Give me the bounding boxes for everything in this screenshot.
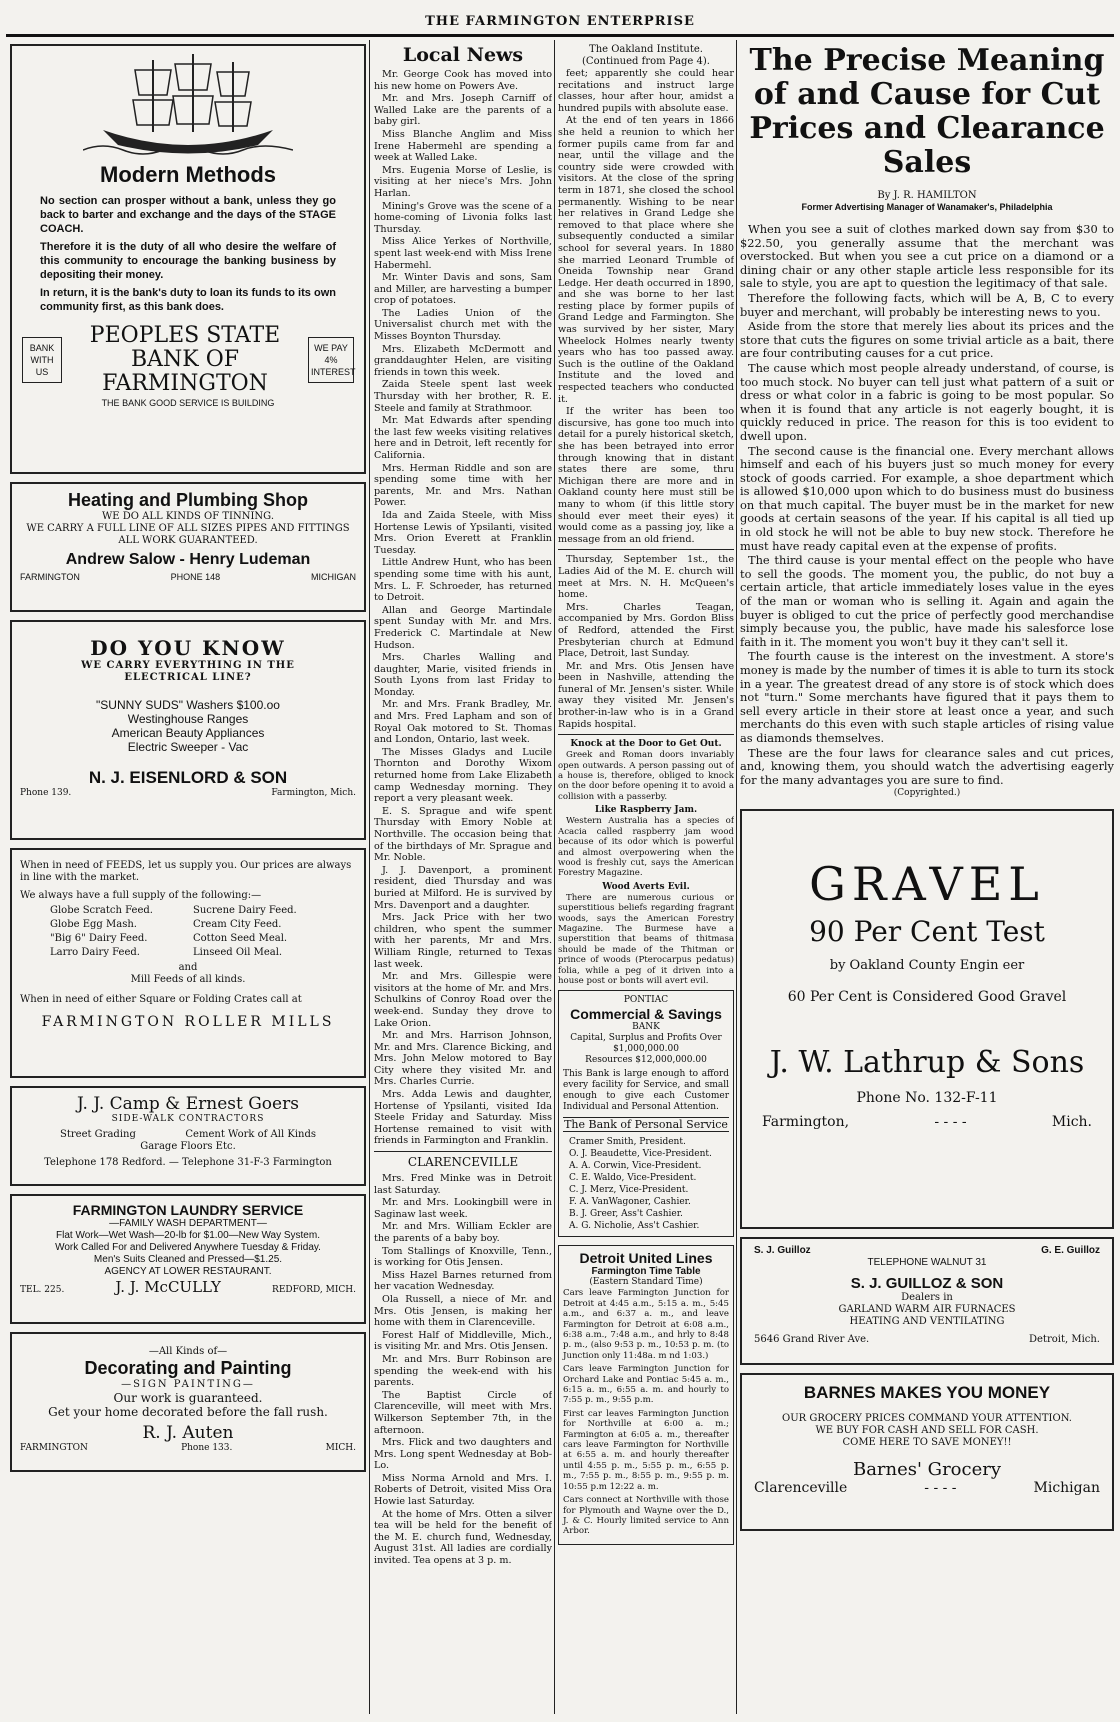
- laundry-town: REDFORD, MICH.: [272, 1285, 356, 1295]
- laundry-tel: TEL. 225.: [20, 1285, 65, 1295]
- timetable-pontiac: Cars leave Farmington Junction for Orchard Lake and Pontiac 5:45 a. m., 6:15 a. m., 6:55 a. m. and hourly to 7:55 p. m., 9:55 p.m.: [563, 1364, 729, 1406]
- news-item: Mr. and Mrs. Joseph Carniff of Walled Lake are the parents of a baby girl.: [374, 93, 552, 128]
- section-rule: [558, 734, 734, 735]
- guilloz-right: G. E. Guilloz: [1041, 1245, 1100, 1257]
- gravel-line-1: 90 Per Cent Test: [809, 915, 1045, 949]
- raspberry-text: Western Australia has a species of Acacia called raspberry jam wood because of its odor which is powerful and almost overpowering when the wood is freshly cut, says the American Forestry Magazine.: [558, 816, 734, 879]
- news-item: Ola Russell, a niece of Mr. and Mrs. Otis Jensen, is making her home with them in Clarenceville.: [374, 1293, 552, 1329]
- news-item: Mrs. Herman Riddle and son are spending some time with her parents, Mr. and Mrs. Nathan Power.: [374, 462, 552, 509]
- laundry-contact-row: [20, 1278, 356, 1296]
- barnes-state: Michigan: [1033, 1480, 1100, 1497]
- plumbing-names: Andrew Salow - Henry Ludeman: [65, 551, 311, 568]
- gravel-heading: GRAVEL: [809, 857, 1045, 912]
- article-paragraph: The second cause is the financial one. Every merchant allows himself and each of his buyers just so much money for every stock of goods carried. For example, a shoe department which is allowed $10,000 upon which to do business must do business on that much capital. The buyer must be in the market for new goods at certain seasons of the year. If his capital is all tied up in old stock he will not be able to buy new stock. Therefore he must have ready capital even at the expense of profits.: [740, 443, 1114, 553]
- news-item: Little Andrew Hunt, who has been spending some time with his aunt, Mrs. L. F. Schroeder, has returned to Detroit.: [374, 557, 552, 604]
- electric-line-1: WE CARRY EVERYTHING IN THE ELECTRICAL LINE?: [81, 660, 295, 683]
- camp-telephones: Telephone 178 Redford. — Telephone 31-F-3 Farmington: [44, 1157, 332, 1168]
- gravel-ad: [740, 809, 1114, 1229]
- pontiac-line-4: Resources $12,000,000.00: [585, 1055, 707, 1066]
- laundry-ad: [10, 1194, 366, 1324]
- bank-name-line2: BANK OF: [130, 347, 240, 372]
- article-byline-2: Former Advertising Manager of Wanamaker's, Philadelphia: [801, 202, 1053, 212]
- feeds-crates: When in need of either Square or Folding Crates call at: [20, 994, 302, 1005]
- lathrup-dashes: - - - -: [934, 1114, 967, 1131]
- article-byline: By J. R. HAMILTON: [877, 190, 977, 201]
- painting-phone: Phone 133.: [181, 1443, 233, 1453]
- article-paragraph: The third cause is your mental effect on the people who have to sell the goods. The moment you, the public, do not buy a certain article, that article immediately loses value in the eyes of the man or woman who is selling it. Again and again the buyer is obliged to cut the price of perfectly good merchandise simply because you, the public, have made his salesforce lose faith in it. The moment you won't buy it they can't sell it.: [740, 553, 1114, 649]
- feed-item: Linseed Oil Meal.: [193, 947, 283, 958]
- knock-text: Greek and Roman doors invariably open outwards. A person passing out of a house is, therefore, obliged to knock on the door before opening it to avoid a collision with a passerby.: [558, 750, 734, 802]
- ship-illustration: [83, 50, 293, 160]
- local-news-heading: Local News: [402, 44, 524, 66]
- news-item: E. S. Sprague and wife spent Thursday with Emory Noble at Northville. The occasion being that of the birthdays of Mr. Sprague and Mr. Noble.: [374, 805, 552, 864]
- news-item: Mr. and Mrs. Gillespie were visitors at the home of Mr. and Mrs. Schulkins of Conroy Road over the week-end. Sunday they drove to Lake Orion.: [374, 971, 552, 1029]
- feed-item: "Big 6" Dairy Feed.: [50, 933, 148, 944]
- news-item: The Ladies Union of the Universalist church met with the Misses Boynton Thursday.: [374, 307, 552, 343]
- pontiac-heading: Commercial & Savings: [570, 1006, 722, 1023]
- news-item: Ida and Zaida Steele, with Miss Hortense Lewis of Ypsilanti, visited Mrs. Orion Everett at Franklin Tuesday.: [374, 509, 552, 556]
- wood-text: There are numerous curious or superstitious beliefs regarding fragrant woods, says the American Forestry Magazine. The Burmese have a superstition that beams of thitmasa should be made of the Thitman or prince of woods (Pterocarpus pedatus) folia, while a peg of it driven into a house post or bonts will avert evil.: [558, 892, 734, 986]
- institute-heading: The Oakland Institute.: [589, 44, 703, 55]
- feed-item: Globe Scratch Feed.: [50, 905, 153, 916]
- electric-contact-row: [20, 788, 356, 799]
- newspaper-title: THE FARMINGTON ENTERPRISE: [425, 14, 695, 29]
- news-item: Mrs. Elizabeth McDermott and granddaughter Helen, are visiting friends in town this week.: [374, 343, 552, 378]
- news-item: Mrs. Adda Lewis and daughter, Hortense of Ypsilanti, visited Ida Steele Friday and Saturday. Miss Hortense remained to visit with friends in Farmington and Franklin.: [374, 1089, 552, 1147]
- guilloz-name: S. J. GUILLOZ & SON: [850, 1275, 1004, 1293]
- electric-heading: DO YOU KNOW: [90, 636, 286, 660]
- bank-ad-heading: Modern Methods: [100, 162, 276, 187]
- guilloz-city: Detroit, Mich.: [1029, 1334, 1100, 1346]
- barnes-town: Clarenceville: [754, 1480, 848, 1497]
- guilloz-line-1: Dealers in: [901, 1292, 953, 1304]
- camp-heading: J. J. Camp & Ernest Goers: [77, 1094, 299, 1114]
- pontiac-line-1: PONTIAC: [623, 995, 669, 1006]
- camp-work-1: Street Grading: [60, 1129, 136, 1140]
- bank-name-line1: PEOPLES STATE: [89, 323, 281, 348]
- laundry-line-3: Men's Suits Cleaned and Pressed—$1.25.: [93, 1254, 283, 1265]
- barnes-heading: BARNES MAKES YOU MONEY: [803, 1383, 1051, 1403]
- interest-badge: WE PAY 4% INTEREST: [308, 337, 354, 383]
- barnes-ad: [740, 1373, 1114, 1531]
- guilloz-ad: [740, 1237, 1114, 1365]
- news-item: Mrs. Charles Walling and daughter, Marie, visited friends in South Lyons from last Friday to Monday.: [374, 652, 552, 698]
- guilloz-line-3: HEATING AND VENTILATING: [849, 1316, 1005, 1328]
- bank-name-block: [22, 324, 354, 396]
- lathrup-phone: Phone No. 132-F-11: [856, 1090, 998, 1107]
- painting-line-3: Our work is guaranteed.: [113, 1391, 263, 1405]
- news-item: Miss Blanche Anglim and Miss Irene Habermehl are spending a week at Walled Lake.: [374, 128, 552, 164]
- article-paragraph: These are the four laws for clearance sales and cut prices, and, knowing them, you should watch the advertising eagerly for the many advantages you are sure to find.: [740, 745, 1114, 787]
- plumbing-ad: [10, 482, 366, 612]
- barnes-name: Barnes' Grocery: [852, 1459, 1002, 1481]
- institute-body: [558, 68, 734, 545]
- feeds-list: [20, 902, 356, 962]
- pontiac-bank-ad: [558, 990, 734, 1237]
- plumbing-line-2: WE CARRY A FULL LINE OF ALL SIZES PIPES AND FITTINGS: [26, 523, 350, 534]
- camp-sub: SIDE-WALK CONTRACTORS: [111, 1114, 265, 1124]
- news-item: Mrs. Jack Price with her two children, who spent the summer with her parents, Mr and Mrs. William Ringle, returned to Texas last week.: [374, 912, 552, 970]
- news-item: Miss Hazel Barnes returned from her vacation Wednesday.: [374, 1269, 552, 1293]
- bank-officer: C. E. Waldo, Vice-President.: [569, 1173, 697, 1184]
- news-item: Mrs. Flick and two daughters and Mrs. Long spent Wednesday at Bob-Lo.: [374, 1437, 552, 1472]
- news-item: Thursday, September 1st., the Ladies Aid of the M. E. church will meet at Mrs. N. H. McQueen's home.: [558, 554, 734, 601]
- news-item: Mr. and Mrs. William Eckler are the parents of a baby boy.: [374, 1221, 552, 1244]
- painting-town: FARMINGTON: [20, 1443, 88, 1453]
- gravel-line-2: by Oakland County Engin eer: [829, 958, 1025, 974]
- clarenceville-heading: CLARENCEVILLE: [374, 1151, 552, 1169]
- laundry-heading: FARMINGTON LAUNDRY SERVICE: [72, 1202, 304, 1218]
- section-rule: [558, 549, 734, 550]
- bank-officer: C. J. Merz, Vice-President.: [569, 1185, 689, 1196]
- barnes-dashes: - - - -: [924, 1480, 957, 1497]
- painting-ad: [10, 1332, 366, 1472]
- electric-name: N. J. EISENLORD & SON: [88, 768, 288, 787]
- feeds-line-2: We always have a full supply of the following:—: [20, 890, 262, 901]
- feeds-and: and: [178, 962, 198, 973]
- news-item: Mr. and Mrs. Lookingbill were in Saginaw last week.: [374, 1197, 552, 1220]
- guilloz-address: 5646 Grand River Ave.: [754, 1334, 870, 1346]
- plumbing-line-1: WE DO ALL KINDS OF TINNING.: [102, 511, 274, 522]
- bank-ad-text-2: Therefore it is the duty of all who desire the welfare of this community to encourage the banking business by depositing their money.: [40, 241, 336, 281]
- electric-line-3: Westinghouse Ranges: [127, 712, 249, 726]
- laundry-sub: —FAMILY WASH DEPARTMENT—: [109, 1218, 267, 1229]
- article-paragraph: The fourth cause is the interest on the investment. A store's money is made by the number of times it is able to turn its stock in a year. The greatest dread of any store is of stock which does not "turn." Some merchants have figured that it pays them to sell every article in their store at least once a year, and such merchants do this even with such staple articles of rising value as diamonds themselves.: [740, 649, 1114, 745]
- news-item: Miss Alice Yerkes of Northville, spent last week-end with Miss Irene Habermehl.: [374, 236, 552, 271]
- news-item: Mr. and Mrs. Frank Bradley, Mr. and Mrs. Fred Lapham and son of Royal Oak motored to St. Thomas and London, Ontario, last week.: [374, 699, 552, 746]
- bank-officer: B. J. Greer, Ass't Cashier.: [569, 1209, 683, 1220]
- plumbing-phone: PHONE 148: [170, 572, 221, 582]
- painting-name: R. J. Auten: [142, 1423, 234, 1443]
- feeds-ad: [10, 848, 366, 1078]
- plumbing-state: MICHIGAN: [311, 572, 356, 582]
- detroit-sub-2: (Eastern Standard Time): [589, 1277, 703, 1288]
- news-item: Mr. Winter Davis and sons, Sam and Miller, are harvesting a bumper crop of potatoes.: [374, 272, 552, 307]
- electric-line-2: "SUNNY SUDS" Washers $100.oo: [96, 698, 280, 712]
- knock-heading: Knock at the Door to Get Out.: [570, 739, 722, 750]
- painting-heading: Decorating and Painting: [84, 1358, 292, 1378]
- timetable-northville: First car leaves Farmington Junction for Northville at 6:00 a. m.; Farmington at 6:05 a. m., thereafter cars leave Farmington for Northville at 6:55 a. m. and hourly thereafter until 4:55 p. m., 5:55 p. m., 6:55 p. m., 7:55 p. m., 8:55 p. m., 9:55 p. m. 10:55 p.m 12:22 a. m.: [563, 1408, 729, 1492]
- bank-with-us-badge: BANK WITH US: [22, 337, 62, 383]
- column-oakland-institute: [558, 44, 734, 1714]
- bank-officer: O. J. Beaudette, Vice-President.: [569, 1149, 712, 1160]
- wood-heading: Wood Averts Evil.: [602, 881, 690, 892]
- masthead-rule: [6, 34, 1114, 37]
- painting-line-1: —All Kinds of—: [148, 1346, 228, 1357]
- community-notes: [558, 554, 734, 730]
- bank-ad-text-3: In return, it is the bank's duty to loan its funds to its own community first, as this bank does.: [40, 287, 336, 313]
- camp-work-3: Garage Floors Etc.: [140, 1141, 236, 1152]
- painting-contact-row: [20, 1443, 356, 1454]
- guilloz-names-row: [754, 1245, 1100, 1257]
- news-item: Allan and George Martindale spent Sunday with Mr. and Mrs. Frederick C. Martindale at New Hudson.: [374, 604, 552, 651]
- news-item: Mr. and Mrs. Burr Robinson are spending the week-end with his parents.: [374, 1353, 552, 1389]
- plumbing-heading: Heating and Plumbing Shop: [68, 490, 308, 510]
- news-item: Mining's Grove was the scene of a home-coming of Livonia folks last Thursday.: [374, 200, 552, 235]
- laundry-line-2: Work Called For and Delivered Anywhere Tuesday & Friday.: [55, 1242, 321, 1253]
- feeds-mill-name: FARMINGTON ROLLER MILLS: [41, 1014, 335, 1030]
- timetable-detroit: Cars leave Farmington Junction for Detroit at 4:45 a.m., 5:15 a. m., 5:45 a.m., and 6:37 a. m., and leave Farmington for Detroit at 6:08 a.m., 6:38 a.m., 7:48 a.m., and hrly to 8:48 p. m., (also 9:53 p. m., 10:53 p. m. (to Junction only 11:48a. m nd 1:03.): [563, 1288, 729, 1361]
- news-item: Forest Half of Middleville, Mich., is visiting Mr. and Mrs. Otis Jensen.: [374, 1329, 552, 1353]
- feed-item: Globe Egg Mash.: [50, 919, 137, 930]
- article-paragraph: Aside from the store that merely lies about its prices and the store that cuts the figures on some trivial article as a bait, there are four contributing causes for a cut price.: [740, 319, 1114, 361]
- barnes-line-3: COME HERE TO SAVE MONEY!!: [842, 1437, 1012, 1449]
- plumbing-line-3: ALL WORK GUARANTEED.: [118, 535, 258, 546]
- article-heading: The Precise Meaning of and Cause for Cut Prices and Clearance Sales: [749, 44, 1105, 180]
- news-item: Mr. and Mrs. Harrison Johnson, Mr. and Mrs. Clarence Bicking, and Mrs. John Melow motored to Bay City where they visited Mr. and Mrs. Charles Currie.: [374, 1030, 552, 1088]
- pontiac-line-3: Capital, Surplus and Profits Over $1,000,000.00: [570, 1033, 722, 1055]
- timetable-connections: Cars connect at Northville with those for Plymouth and Wayne over the D., J. & C. Hourly limited service to Ann Arbor.: [563, 1495, 729, 1537]
- local-news-body: [374, 69, 552, 1147]
- painting-line-4: Get your home decorated before the fall rush.: [48, 1405, 328, 1419]
- news-item: The Baptist Circle of Clarenceville, will meet with Mrs. Wilkerson September 7th, in the afternoon.: [374, 1389, 552, 1436]
- article-body: [740, 223, 1114, 787]
- electric-town: Farmington, Mich.: [271, 788, 356, 798]
- bank-officer: F. A. VanWagoner, Cashier.: [569, 1197, 691, 1208]
- camp-ad: [10, 1086, 366, 1186]
- painting-state: MICH.: [325, 1443, 356, 1453]
- bank-name-line3: FARMINGTON: [102, 371, 268, 396]
- institute-continued: (Continued from Page 4).: [582, 56, 710, 67]
- feed-item: Cream City Feed.: [193, 919, 282, 930]
- column-ads-left: [10, 44, 366, 1714]
- detroit-sub: Farmington Time Table: [591, 1266, 701, 1278]
- masthead: [0, 0, 1120, 40]
- pontiac-line-2: BANK: [632, 1022, 660, 1033]
- bank-officer: A. A. Corwin, Vice-President.: [569, 1161, 702, 1172]
- electric-phone: Phone 139.: [20, 788, 72, 798]
- feed-item: Larro Dairy Feed.: [50, 947, 140, 958]
- article-paragraph: The cause which most people already understand, of course, is too much stock. No buyer can tell just what pattern of a suit or dress or what color in a fabric is going to be most popular. So when it is found that any article is not eagerly bought, it is quickly reduced in price. The reason for this is too evident to dwell upon.: [740, 360, 1114, 443]
- feeds-mill: Mill Feeds of all kinds.: [130, 974, 246, 985]
- bank-ad: [10, 44, 366, 474]
- article-copyright: (Copyrighted.): [893, 788, 961, 799]
- plumbing-contact-row: [20, 572, 356, 583]
- bank-footer: THE BANK GOOD SERVICE IS BUILDING: [101, 398, 275, 408]
- pontiac-heading-2: The Bank of Personal Service: [564, 1118, 728, 1132]
- camp-work-row: [20, 1129, 356, 1141]
- barnes-address-row: [754, 1480, 1100, 1496]
- feed-item: Cotton Seed Meal.: [193, 933, 288, 944]
- detroit-lines-ad: [558, 1245, 734, 1544]
- news-item: The Misses Gladys and Lucile Thornton and Dorothy Wixom returned home from Lake Elizabeth camp Wednesday morning. They report a very pleasant week.: [374, 746, 552, 805]
- guilloz-telephone: TELEPHONE WALNUT 31: [867, 1257, 987, 1269]
- news-item: Zaida Steele spent last week Thursday with her brother, R. E. Steele and family at Strathmoor.: [374, 379, 552, 414]
- raspberry-heading: Like Raspberry Jam.: [594, 805, 698, 816]
- barnes-line-2: WE BUY FOR CASH AND SELL FOR CASH.: [815, 1425, 1039, 1437]
- news-item: At the home of Mrs. Otten a silver tea will be held for the benefit of the M. E. church fund, Wednesday, August 31st. All ladies are cordially invited. Tea opens at 3 p. m.: [374, 1508, 552, 1567]
- column-article-right: [740, 44, 1114, 1714]
- news-item: Mrs. Charles Teagan, accompanied by Mrs. Gordon Bliss of Redford, attended the First Presbyterian church at Edmund Place, Detroit, last Sunday.: [558, 601, 734, 660]
- bank-officer: A. G. Nicholie, Ass't Cashier.: [569, 1221, 700, 1232]
- news-item: Mr. George Cook has moved into his new home on Powers Ave.: [374, 69, 552, 92]
- institute-paragraph: If the writer has been too discursive, has gone too much into detail for a purely historical sketch, she has been betrayed into error through knowing that in distant states there are some, thru Michigan there are more and in Oakland county here must still be many to whom (if this little story should ever meet their eyes) it would come as a passing joy, like a message from an old friend.: [558, 406, 734, 545]
- lathrup-address-row: [762, 1114, 1092, 1130]
- lathrup-state: Mich.: [1051, 1114, 1092, 1131]
- feeds-line-1: When in need of FEEDS, let us supply you. Our prices are always in line with the market.: [20, 860, 352, 883]
- bank-officer: Cramer Smith, President.: [569, 1137, 686, 1148]
- barnes-line-1: OUR GROCERY PRICES COMMAND YOUR ATTENTION.: [782, 1413, 1072, 1425]
- plumbing-town: FARMINGTON: [20, 572, 80, 582]
- news-item: Miss Norma Arnold and Mrs. I. Roberts of Detroit, visited Miss Ora Howie last Saturday.: [374, 1472, 552, 1508]
- guilloz-left: S. J. Guilloz: [754, 1245, 811, 1257]
- article-paragraph: Therefore the following facts, which will be A, B, C to every buyer and merchant, will probably be interesting news to you.: [740, 290, 1114, 319]
- gravel-line-3: 60 Per Cent is Considered Good Gravel: [787, 989, 1067, 1006]
- lathrup-town: Farmington,: [762, 1114, 850, 1131]
- column-rule: [369, 40, 370, 1714]
- news-item: Tom Stallings of Knoxville, Tenn., is working for Otis Jensen.: [374, 1245, 552, 1269]
- news-item: Mrs. Fred Minke was in Detroit last Saturday.: [374, 1173, 552, 1196]
- electric-line-4: American Beauty Appliances: [111, 726, 265, 740]
- guilloz-line-2: GARLAND WARM AIR FURNACES: [838, 1304, 1016, 1316]
- news-item: J. J. Davenport, a prominent resident, died Thursday and was buried at Milford. He is survived by Mrs. Davenport and a daughter.: [374, 864, 552, 911]
- guilloz-address-row: [754, 1334, 1100, 1346]
- laundry-line-4: AGENCY AT LOWER RESTAURANT.: [104, 1266, 272, 1277]
- pontiac-officers: [563, 1136, 729, 1232]
- electric-line-5: Electric Sweeper - Vac: [127, 740, 249, 754]
- painting-line-2: —SIGN PAINTING—: [121, 1379, 255, 1390]
- column-local-news: [374, 44, 552, 1714]
- institute-paragraph: At the end of ten years in 1866 she held a reunion to which her former pupils came from far and near, until the village and the country side were crowded with visitors. At the close of the spring term in 1871, she closed the school permanently. Wishing to be near her relatives in Grand Ledge she removed to that place where she subsequently conducted a similar school for several years. In 1880 she married Leonard Trumble of Oneida Township near Grand Ledge. Her death occurred in 1890, and she was borne to her last resting place by former pupils of Grand Ledge and Farmington. She was survived by her sister, Mary Wheelock Holmes nearly twenty years who has too passed away. Such is the outline of the Oakland Institute and the loved and respected teachers who conducted it.: [558, 115, 734, 405]
- laundry-name: J. J. McCULLY: [115, 1278, 221, 1296]
- bank-ad-text-1: No section can prosper without a bank, unless they go back to barter and exchange and the days of the STAGE COACH.: [40, 195, 336, 235]
- lathrup-name: J. W. Lathrup & Sons: [769, 1045, 1085, 1081]
- feed-item: Sucrene Dairy Feed.: [193, 905, 297, 916]
- news-item: Mr. Mat Edwards after spending the last few weeks visiting relatives here and in Detroit, left recently for California.: [374, 415, 552, 461]
- electric-ad: [10, 620, 366, 840]
- detroit-heading: Detroit United Lines: [579, 1250, 713, 1267]
- news-item: Mr. and Mrs. Otis Jensen have been in Nashville, attending the funeral of Mr. Jensen's sister. While away they visited Mr. Jensen's brother-in-law who is in a Grand Rapids hospital.: [558, 660, 734, 730]
- pontiac-line-5: This Bank is large enough to afford every facility for Service, and small enough to give each Customer Individual and Personal Attention.: [563, 1069, 729, 1113]
- news-item: Mrs. Eugenia Morse of Leslie, is visiting at her niece's Mrs. John Harlan.: [374, 164, 552, 199]
- institute-paragraph: feet; apparently she could hear recitations and instruct large classes, hour after hour, amidst a hundred pupils with absolute ease.: [558, 68, 734, 114]
- clarenceville-body: [374, 1173, 552, 1567]
- laundry-line-1: Flat Work—Wet Wash—20-lb for $1.00—New Way System.: [56, 1230, 320, 1241]
- article-paragraph: When you see a suit of clothes marked down say from $30 to $22.50, you generally assume that the merchant was overstocked. But when you see a cut price on a diamond or a dining chair or any other staple article less responsible for its sale to style, you are apt to question the legitimacy of that sale.: [740, 222, 1114, 291]
- camp-work-2: Cement Work of All Kinds: [185, 1129, 316, 1140]
- column-rule: [554, 40, 555, 1714]
- column-rule: [736, 40, 737, 1714]
